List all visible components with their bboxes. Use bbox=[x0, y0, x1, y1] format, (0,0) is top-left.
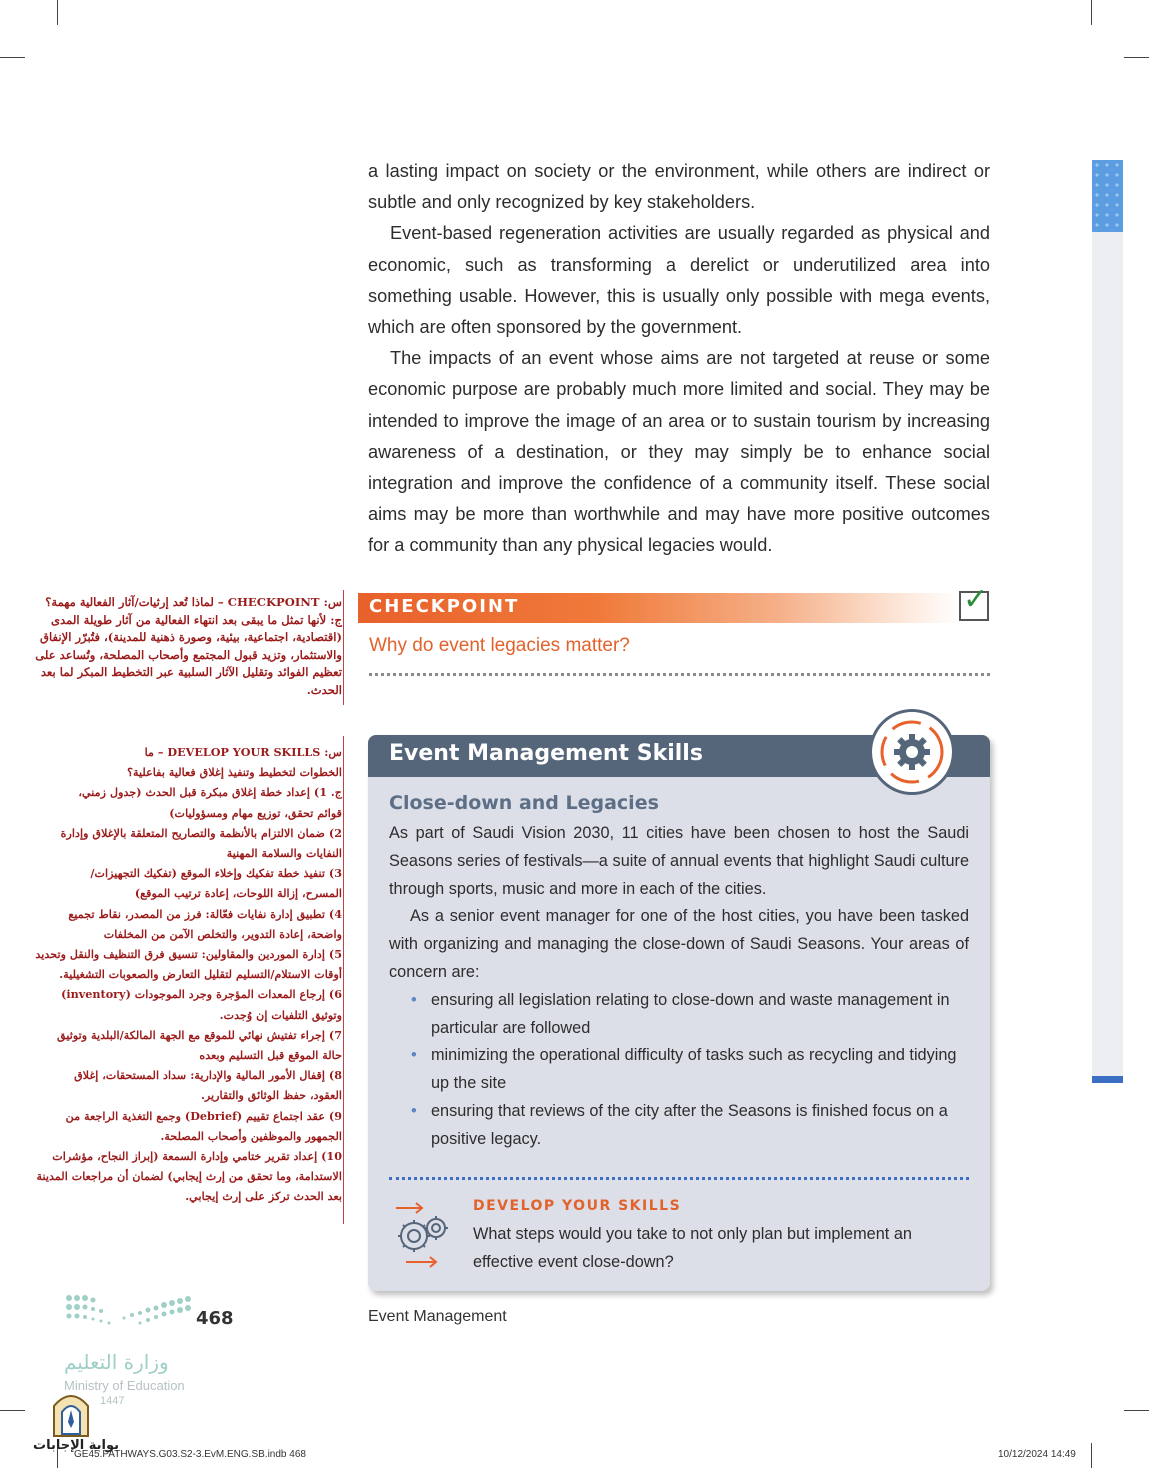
note-line: العقود، حفظ الوثائق والتقارير. bbox=[200, 1088, 342, 1103]
develop-skills-question: What steps would you take to not only plan but implement an effective event close-down? bbox=[473, 1225, 912, 1271]
note-line: قوائم تحقق، توزيع مهام ومسؤوليات) bbox=[169, 805, 342, 820]
body-paragraph: a lasting impact on society or the environment, while others are indirect or subtle and only recognized by key stakeholders. bbox=[368, 161, 990, 213]
note-line: 10) إعداد تقرير ختامي وإدارة السمعة (إبراز النجاح، مؤشرات bbox=[52, 1149, 342, 1164]
ministry-logo-dots bbox=[64, 1293, 199, 1337]
print-slug: GE45.PATHWAYS.G03.S2-3.EvM.ENG.SB.indb 468 bbox=[74, 1449, 306, 1460]
crop-mark bbox=[1124, 1410, 1149, 1411]
ministry-name-english: Ministry of Education bbox=[64, 1378, 185, 1393]
body-text bbox=[368, 156, 990, 562]
checkmark-icon: ✓ bbox=[963, 582, 989, 617]
dotted-divider bbox=[369, 673, 990, 676]
note-line: الاستدامة، وما تحقق من إرث إيجابي) لضمان أن مراجعات المدينة bbox=[36, 1169, 342, 1184]
note-line: س: DEVELOP YOUR SKILLS – ما bbox=[144, 745, 342, 759]
list-item: • ensuring that reviews of the city after the Seasons is finished focus on a positive legacy. bbox=[431, 1098, 969, 1154]
checkpoint-answer-note bbox=[30, 594, 342, 700]
book-title: Event Management bbox=[368, 1308, 507, 1325]
note-frame bbox=[343, 590, 344, 705]
note-line: 9) عقد اجتماع تقييم (Debrief) وجمع التغذية الراجعة من bbox=[65, 1108, 342, 1123]
print-date: 10/12/2024 14:49 bbox=[998, 1449, 1076, 1460]
note-line: س: CHECKPOINT – لماذا تُعد إرثيات/آثار الفعالية مهمة؟ bbox=[45, 595, 342, 609]
gear-cycle-icon bbox=[869, 709, 955, 795]
note-line: النفايات والسلامة المهنية bbox=[226, 846, 342, 861]
note-line: المسرح، إزالة اللوحات، إعادة ترتيب الموقع) bbox=[134, 886, 342, 901]
dotted-divider bbox=[389, 1177, 969, 1180]
skills-gear-icon bbox=[392, 1200, 454, 1274]
site-watermark: بوابة الإجابات bbox=[33, 1438, 119, 1453]
crop-mark bbox=[0, 1410, 25, 1411]
crop-mark bbox=[1091, 0, 1092, 25]
ministry-year: 1447 bbox=[100, 1395, 125, 1407]
note-line: أوقات الاستلام/التسليم لتقليل التعارض والصعوبات التشغيلية. bbox=[59, 967, 342, 982]
lantern-logo-icon bbox=[48, 1388, 94, 1442]
skills-answer-note bbox=[30, 742, 342, 1207]
note-line: (اقتصادية، اجتماعية، بيئية، وصورة ذهنية للمدينة)، فتُبرّر الإنفاق bbox=[39, 630, 342, 645]
crop-mark bbox=[1091, 1443, 1092, 1468]
list-item: • minimizing the operational difficulty of tasks such as recycling and tidying up the site bbox=[431, 1042, 969, 1098]
crop-mark bbox=[0, 57, 25, 58]
note-line: الجمهور والموظفين وأصحاب المصلحة. bbox=[160, 1128, 342, 1143]
note-line: والاستثمار، وتزيد قبول المجتمع وأصحاب المصلحة، وتُساعد على bbox=[35, 647, 342, 662]
note-line: 6) إرجاع المعدات المؤجرة وجرد الموجودات (inventory) bbox=[61, 987, 342, 1002]
note-frame bbox=[343, 736, 344, 1224]
note-line: حالة الموقع قبل التسليم وبعده bbox=[199, 1048, 342, 1063]
note-line: 4) تطبيق إدارة نفايات فعّالة: فرز من المصدر، نقاط تجميع bbox=[68, 906, 342, 921]
note-line: 3) تنفيذ خطة تفكيك وإخلاء الموقع (تفكيك التجهيزات/ bbox=[90, 866, 342, 881]
ministry-name-arabic: وزارة التعليم bbox=[64, 1350, 169, 1374]
body-paragraph: The impacts of an event whose aims are not targeted at reuse or some economic purpose are probably much more limited and social. They may be intended to improve the image of an area or to sustain tourism by increasing awareness of a destination, or they may simply be to enhance social integration and improve the confidence of a community itself. These social aims may be more than worthwhile and may have more positive outcomes for a community than any physical legacies would. bbox=[368, 348, 990, 556]
note-line: 8) إقفال الأمور المالية والإدارية: سداد المستحقات، إغلاق bbox=[74, 1068, 342, 1083]
page-edge-marker bbox=[1092, 1076, 1123, 1083]
page-edge-strip bbox=[1092, 160, 1123, 1080]
note-line: ج. 1) إعداد خطة إغلاق مبكرة قبل الحدث (جدول زمني، bbox=[78, 785, 342, 800]
skills-box-subtitle: Close-down and Legacies bbox=[389, 792, 659, 814]
note-line: ج: لأنها تمثل ما يبقى بعد انتهاء الفعالية من آثار طويلة المدى bbox=[51, 612, 342, 627]
crop-mark bbox=[1124, 57, 1149, 58]
list-item: • ensuring all legislation relating to close-down and waste management in particular are followed bbox=[431, 987, 969, 1043]
note-line: الخطوات لتخطيط وتنفيذ إغلاق فعالية بفاعلية؟ bbox=[127, 765, 342, 780]
skills-box-title: Event Management Skills bbox=[389, 741, 703, 766]
skills-box-text bbox=[389, 820, 969, 1154]
skills-paragraph: As a senior event manager for one of the host cities, you have been tasked with organizing and managing the close-down of Saudi Seasons. Your areas of concern are: bbox=[389, 907, 969, 981]
page-number: 468 bbox=[196, 1308, 234, 1329]
crop-mark bbox=[57, 0, 58, 25]
body-paragraph: Event-based regeneration activities are usually regarded as physical and economic, such as transforming a derelict or underutilized area into something usable. However, this is usually only possible with mega events, which are often sponsored by the government. bbox=[368, 223, 990, 338]
checkpoint-label: CHECKPOINT bbox=[369, 596, 520, 617]
note-line: تعظيم الفوائد وتقليل الآثار السلبية عبر التخطيط المبكر لما بعد bbox=[40, 665, 342, 680]
develop-skills-label: DEVELOP YOUR SKILLS bbox=[473, 1198, 682, 1214]
checkpoint-question: Why do event legacies matter? bbox=[369, 635, 630, 656]
note-line: واضحة، إعادة التدوير، والتخلص الآمن من المخلفات bbox=[103, 926, 342, 941]
note-line: 5) إدارة الموردين والمقاولين: تنسيق فرق التنظيف والنقل وتحديد bbox=[35, 947, 342, 962]
skills-paragraph: As part of Saudi Vision 2030, 11 cities have been chosen to host the Saudi Seasons series of festivals—a suite of annual events that highlight Saudi culture through sports, music and more in each of the cities. bbox=[389, 824, 969, 898]
note-line: 7) إجراء تفتيش نهائي للموقع مع الجهة المالكة/البلدية وتوثيق bbox=[57, 1027, 342, 1042]
note-line: 2) ضمان الالتزام بالأنظمة والتصاريح المتعلقة بالإغلاق وإدارة bbox=[60, 825, 342, 840]
concerns-list bbox=[389, 987, 969, 1154]
page-edge-tab bbox=[1092, 160, 1123, 232]
note-line: بعد الحدث تركز على إرث إيجابي. bbox=[185, 1189, 342, 1204]
note-line: وتوثيق التلفيات إن وُجدت. bbox=[219, 1007, 342, 1022]
note-line: الحدث. bbox=[306, 682, 342, 697]
